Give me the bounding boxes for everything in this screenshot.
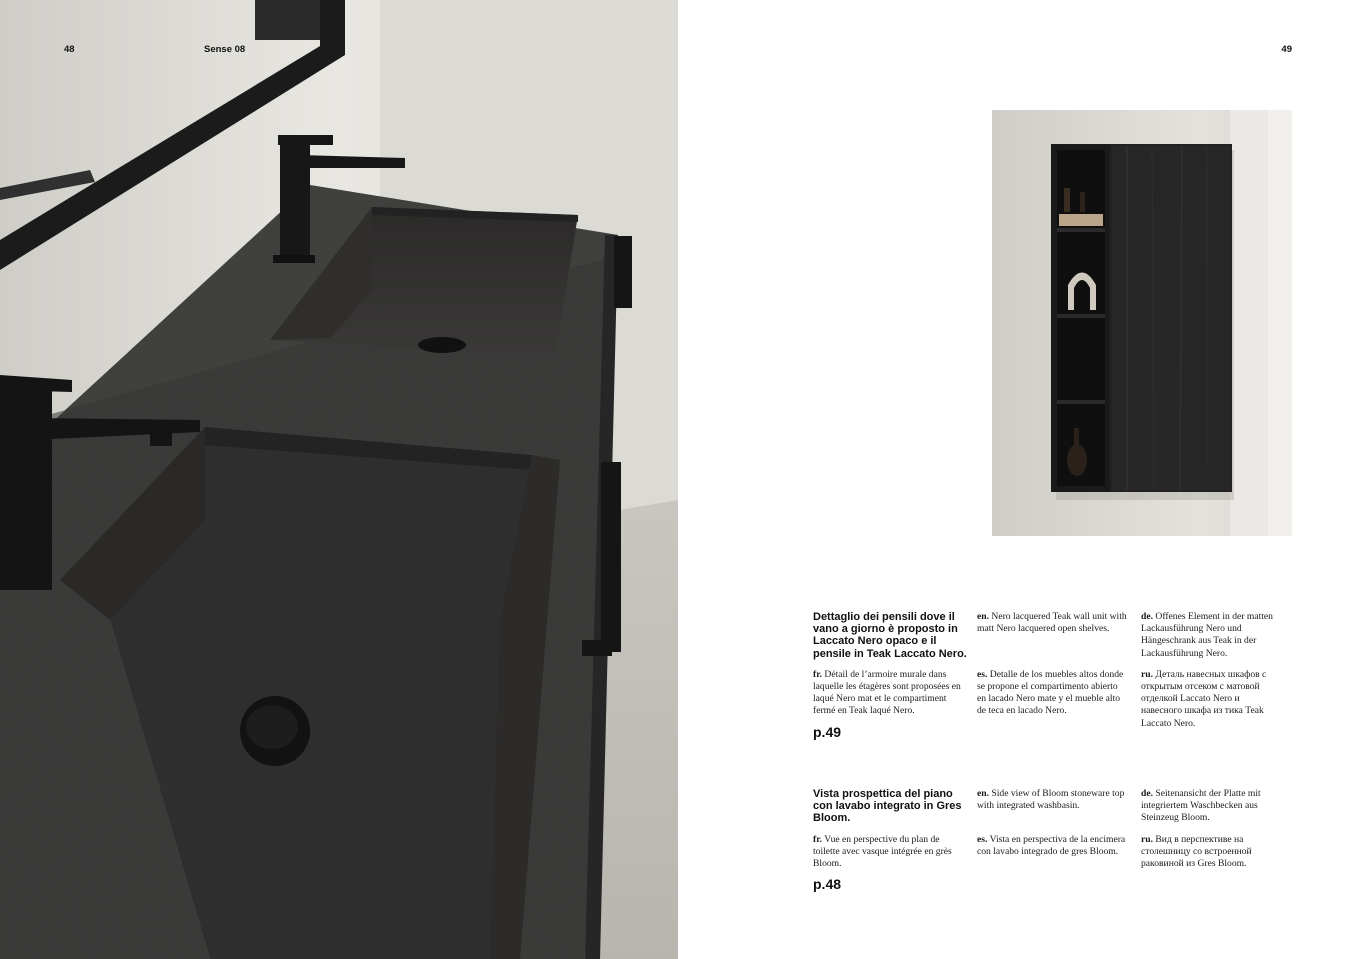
lang-label-de: de.: [1141, 788, 1153, 799]
caption-fr-text: Détail de l’armoire murale dans laquelle les étagères sont proposées en laqué Nero mat et le compartiment fermé en Teak laqué Nero.: [813, 668, 961, 717]
lang-label-en: en.: [977, 611, 989, 622]
caption-en: [977, 611, 1141, 660]
lang-label-fr: fr.: [813, 833, 822, 845]
lang-label-en: en.: [977, 788, 989, 799]
caption-de: [1141, 611, 1291, 660]
lang-label-ru: ru.: [1141, 833, 1153, 845]
page-number-left: 48: [64, 44, 75, 55]
caption-en-text: Side view of Bloom stoneware top with integrated washbasin.: [977, 788, 1125, 812]
lang-label-de: de.: [1141, 611, 1153, 622]
series-label: Sense 08: [204, 44, 246, 55]
page-reference: p.49: [813, 723, 842, 740]
caption-block-p49: [813, 611, 1293, 738]
right-page: [678, 0, 1356, 959]
caption-es-text: Detalle de los muebles altos donde se propone el compartimento abierto en lacado Nero mate y el mueble alto de teca en lacado Nero.: [977, 668, 1124, 717]
page-reference: p.48: [813, 876, 842, 893]
caption-ru: [1141, 834, 1291, 891]
caption-de: [1141, 788, 1291, 825]
page-number-right: 49: [1281, 44, 1292, 55]
caption-fr-text: Vue en perspective du plan de toilette avec vasque intégrée en grès Bloom.: [813, 833, 952, 870]
caption-es: [977, 669, 1141, 738]
caption-ru: [1141, 669, 1291, 738]
caption-es: [977, 834, 1141, 891]
wall-cabinet-photo: [992, 110, 1292, 536]
caption-title-it: Dettaglio dei pensili dove il vano a giorno è proposto in Laccato Nero opaco e il pensile in Teak Laccato Nero.: [813, 611, 967, 660]
caption-en-text: Nero lacquered Teak wall unit with matt Nero lacquered open shelves.: [977, 611, 1127, 635]
caption-title-it: Vista prospettica del piano con lavabo integrato in Gres Bloom.: [813, 788, 962, 825]
caption-de-text: Offenes Element in der matten Lackausführung Nero und Hängeschrank aus Teak in der Lackausführung Nero.: [1141, 611, 1273, 659]
caption-block-p48: [813, 788, 1293, 893]
caption-fr: [813, 834, 977, 891]
caption-ru-text: Деталь навесных шкафов с открытым отсеком с матовой отделкой Laccato Nero и навесного шкафа из тика Teak Laccato Nero.: [1141, 668, 1267, 729]
caption-es-text: Vista en perspectiva de la encimera con lavabo integrado de gres Bloom.: [977, 833, 1126, 857]
caption-en: [977, 788, 1141, 825]
lang-label-es: es.: [977, 833, 988, 845]
caption-ru-text: Вид в перспективе на столешницу со встроенной раковиной из Gres Bloom.: [1141, 833, 1252, 870]
caption-fr: [813, 669, 977, 738]
caption-de-text: Seitenansicht der Platte mit integriertem Waschbecken aus Steinzeug Bloom.: [1141, 788, 1261, 824]
lang-label-ru: ru.: [1141, 668, 1153, 680]
lang-label-es: es.: [977, 668, 988, 680]
lang-label-fr: fr.: [813, 668, 822, 680]
